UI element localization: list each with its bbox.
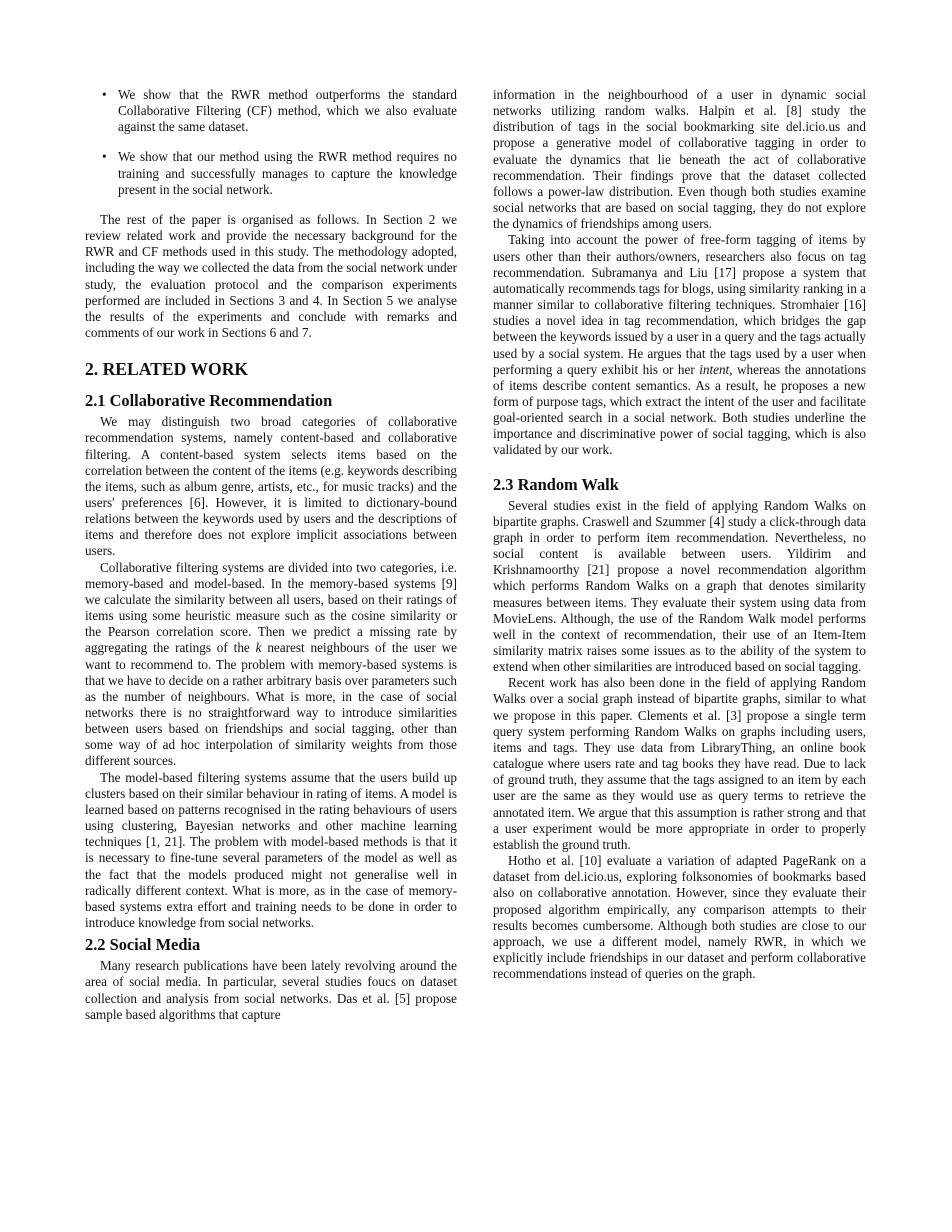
- paragraph: Many research publications have been lately revolving around the area of social media. In particular, several studies foucs on dataset collection and analysis from social networks. Das et al. [5] propose sample based algorithms that capture: [85, 958, 457, 1022]
- contributions-list: [85, 87, 457, 198]
- right-column: [493, 87, 866, 982]
- paragraph: Taking into account the power of free-form tagging of items by users other than their authors/owners, researchers also focus on tag recommendation. Subramanya and Liu [17] propose a system that automatically recommends tags for blogs, using similarity ranking in a manner similar to collaborative filtering techniques. Stromhaier [16] studies a novel idea in tag recommendation, which bridges the gap between the keywords issued by a user in a query and the tags actually used by a social system. He argues that the tags used by a user when performing a query exhibit his or her intent, whereas the annotations of items describe content semantics. As a result, he proposes a new form of purpose tags, which extract the intent of the user and facilitate goal-oriented search in a social network. Both studies underline the importance and discriminative power of social tagging, which is also validated by our work.: [493, 232, 866, 458]
- list-item: • We show that the RWR method outperforms the standard Collaborative Filtering (CF) method, which we also evaluate against the same dataset.: [102, 87, 457, 135]
- paragraph: information in the neighbourhood of a user in dynamic social networks utilizing random walks. Halpin et al. [8] study the distribution of tags in the social bookmarking site del.icio.us and propose a generative model of collaborative tagging in order to evaluate the dynamics that lie beneath the act of collaborative recommendation. Their findings prove that the dataset collected follows a power-law distribution. Even though both studies examine social networks that are based on social tagging, they do not explore the dynamics of friendships among users.: [493, 87, 866, 232]
- paragraph: Collaborative filtering systems are divided into two categories, i.e. memory-based and model-based. In the memory-based systems [9] we calculate the similarity between all users, based on their ratings of items using some heuristic measure such as the cosine similarity or the Pearson correlation score. Then we predict a missing rate by aggregating the ratings of the k nearest neighbours of the user we want to recommend to. The problem with memory-based systems is that we have to decide on a rather arbitrary basis over parameters such as the number of neighbours. What is more, in the case of social networks there is no straightforward way to introduce similarities between users based on friendships and social tagging, other than some way of ad hoc interpolation of similarity weights from those different sources.: [85, 559, 457, 769]
- bullet-icon: •: [102, 87, 107, 102]
- paragraph: Hotho et al. [10] evaluate a variation of adapted PageRank on a dataset from del.icio.us, exploring folksonomies of bookmarks based also on collaborative annotation. However, since they evaluate their proposed algorithm empirically, any comparison attempts to their results becomes cumbersome. Although both studies are close to our approach, we use a different model, namely RWR, in which we explicitly include friendships in our dataset and perform collaborative recommendations instead of queries on the graph.: [493, 853, 866, 982]
- subsection-heading: 2.1 Collaborative Recommendation: [85, 391, 333, 411]
- left-column: [85, 87, 457, 1023]
- paragraph: We may distinguish two broad categories of collaborative recommendation systems, namely content-based and collaborative filtering. A content-based system selects items based on the correlation between the content of the items (e.g. keywords describing the items, such as album genre, artists, etc., for music tracks) and the users' preferences [6]. However, it is limited to dictionary-bound relations between the keywords used by users and the descriptions of items and therefore does not explore implicit associations between users.: [85, 414, 457, 559]
- paragraph: Several studies exist in the field of applying Random Walks on bipartite graphs. Craswell and Szummer [4] study a click-through data graph in order to perform item recommendation. Nevertheless, no social content is available between users. Yildirim and Krishnamoorthy [21] propose a novel recommendation algorithm which performs Random Walks on a graph that denotes similarity measures between items. They evaluate their system using data from MovieLens. Although, the use of the Random Walk model performs well in the context of recommendation, their use of an Item-Item similarity matrix raises some issues as to the ability of the system to extend when other similarities are introduced based on social tagging.: [493, 497, 866, 675]
- section-heading: 2. RELATED WORK: [85, 359, 249, 380]
- paragraph: Recent work has also been done in the field of applying Random Walks over a social graph instead of bipartite graphs, similar to what we propose in this paper. Clements et al. [3] propose a single term query system performing Random Walks on graphs including users, items and tags. They use data from LibraryThing, an online book catalogue where users rate and tag books they have read. Due to lack of ground truth, they assume that the tags assigned to an item by each user are the same as they would use as query terms to retrieve the annotated item. We argue that this assumption is rather strong and that a user experiment would be more appropriate in order to properly establish the ground truth.: [493, 675, 866, 852]
- subsection-heading: 2.2 Social Media: [85, 935, 201, 955]
- subsection-heading: 2.3 Random Walk: [493, 474, 619, 494]
- paragraph: The rest of the paper is organised as follows. In Section 2 we review related work and provide the necessary background for the RWR and CF methods used in this study. The methodology adopted, including the way we collected the data from the social network under study, the evaluation protocol and the comparison experiments performed are included in Sections 3 and 4. In Section 5 we analyse the results of the experiments and conclude with remarks and comments of our work in Sections 6 and 7.: [85, 211, 457, 341]
- paragraph: The model-based filtering systems assume that the users build up clusters based on their similar behaviour in rating of items. A model is learned based on patterns recognised in the rating behaviours of users using clustering, Bayesian networks and other machine learning techniques [1, 21]. The problem with model-based methods is that it is necessary to fine-tune several parameters of the model as well as the fact that the models produced might not generalise well in radically different context. What is more, as in the case of memory-based systems extra effort and training needs to be done in order to introduce knowledge from social networks.: [85, 769, 457, 931]
- bullet-icon: •: [102, 149, 107, 165]
- list-item: • We show that our method using the RWR method requires no training and successfully manages to capture the knowledge present in the social network.: [102, 149, 457, 197]
